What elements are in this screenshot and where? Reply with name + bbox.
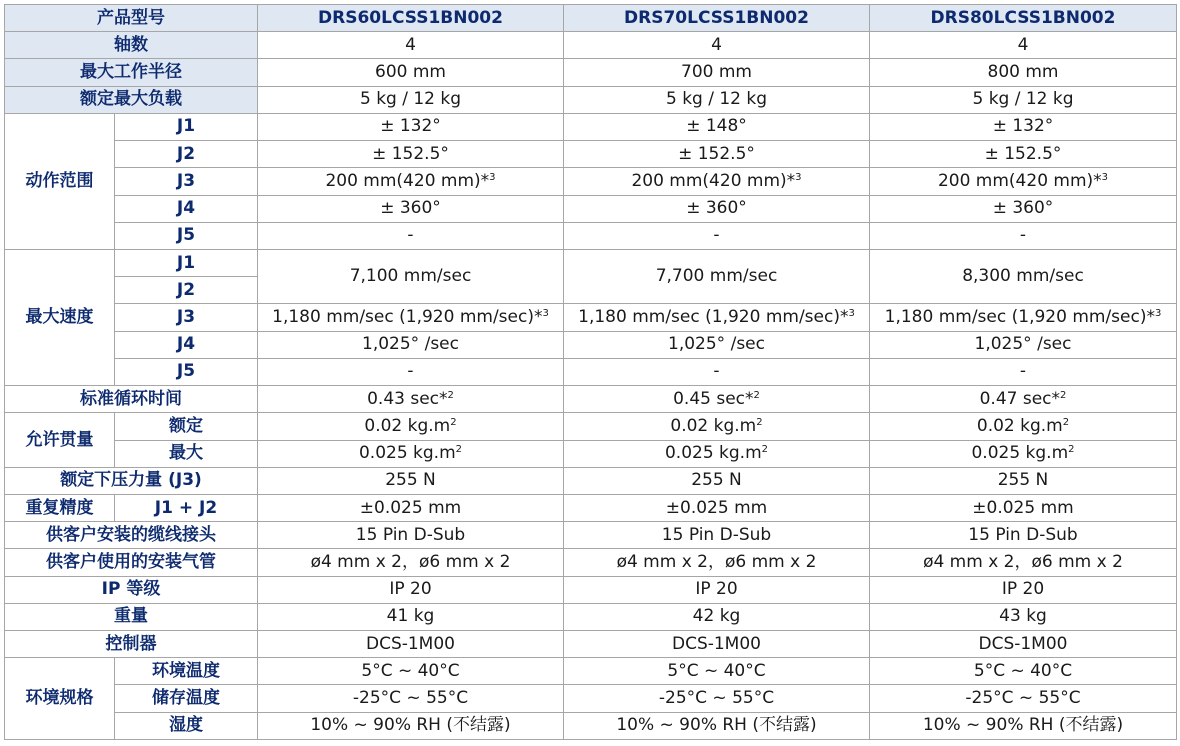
inertia-rated-value-3: 0.02 $kg.m^2$ [870, 413, 1177, 440]
row-speed-j1 [5, 249, 1177, 276]
speed-j5-value-1: - [258, 358, 564, 385]
cycle-time-value-3: 0.47 sec*$^2$ [870, 386, 1177, 413]
repeatability-value-3: ±0.025 mm [870, 494, 1177, 521]
inertia-rated-value-1: 0.02 $kg.m^2$ [258, 413, 564, 440]
motion-range-label: 动作范围 [5, 113, 115, 249]
motion-j5-value-3: - [870, 222, 1177, 249]
axes-value-2: 4 [564, 32, 870, 59]
motion-j2-value-2: ± 152.5° [564, 141, 870, 168]
speed-j4-label: J4 [115, 331, 258, 358]
row-reach [5, 59, 1177, 86]
ip-rating-value-2: IP 20 [564, 576, 870, 603]
row-inertia-rated [5, 413, 1177, 440]
axes-value-3: 4 [870, 32, 1177, 59]
inertia-label: 允许贯量 [5, 413, 115, 467]
row-motion-j5 [5, 222, 1177, 249]
push-force-label: 额定下压力量 (J3) [5, 467, 258, 494]
row-air-tube [5, 549, 1177, 576]
row-controller [5, 631, 1177, 658]
repeatability-sublabel: J1 + J2 [115, 494, 258, 521]
air-tube-label: 供客户使用的安装气管 [5, 549, 258, 576]
inertia-rated-value-2: 0.02 $kg.m^2$ [564, 413, 870, 440]
model-name-1: DRS60LCSS1BN002 [258, 5, 564, 32]
cable-connector-value-2: 15 Pin D-Sub [564, 522, 870, 549]
speed-j1-label: J1 [115, 249, 258, 276]
push-force-value-1: 255 N [258, 467, 564, 494]
inertia-max-value-2: 0.025 $kg.m^2$ [564, 440, 870, 467]
axes-value-1: 4 [258, 32, 564, 59]
motion-j4-label: J4 [115, 195, 258, 222]
storage-temp-value-2: -25°C ~ 55°C [564, 685, 870, 712]
row-env-ambient [5, 658, 1177, 685]
inertia-rated-label: 额定 [115, 413, 258, 440]
ip-rating-label: IP 等级 [5, 576, 258, 603]
motion-j3-label: J3 [115, 168, 258, 195]
row-motion-j2 [5, 141, 1177, 168]
max-speed-label: 最大速度 [5, 249, 115, 385]
speed-j3-label: J3 [115, 304, 258, 331]
speed-j3-value-2: 1,180 mm/sec (1,920 mm/sec)*$^3$ [564, 304, 870, 331]
humidity-value-2: 10% ~ 90% RH (不结露) [564, 712, 870, 739]
humidity-value-3: 10% ~ 90% RH (不结露) [870, 712, 1177, 739]
push-force-value-2: 255 N [564, 467, 870, 494]
ambient-temp-value-1: 5°C ~ 40°C [258, 658, 564, 685]
motion-j2-value-1: ± 152.5° [258, 141, 564, 168]
storage-temp-label: 储存温度 [115, 685, 258, 712]
inertia-max-value-3: 0.025 $kg.m^2$ [870, 440, 1177, 467]
row-weight [5, 603, 1177, 630]
row-inertia-max [5, 440, 1177, 467]
controller-value-2: DCS-1M00 [564, 631, 870, 658]
row-motion-j1 [5, 113, 1177, 140]
motion-j5-value-2: - [564, 222, 870, 249]
row-motion-j4 [5, 195, 1177, 222]
payload-label: 额定最大负载 [5, 86, 258, 113]
speed-j3-value-1: 1,180 mm/sec (1,920 mm/sec)*$^3$ [258, 304, 564, 331]
row-motion-j3 [5, 168, 1177, 195]
push-force-value-3: 255 N [870, 467, 1177, 494]
row-model [5, 5, 1177, 32]
speed-j12-value-1: 7,100 mm/sec [258, 249, 564, 303]
controller-value-3: DCS-1M00 [870, 631, 1177, 658]
row-speed-j5 [5, 358, 1177, 385]
motion-j5-label: J5 [115, 222, 258, 249]
motion-j3-value-3: 200 mm(420 mm)*$^3$ [870, 168, 1177, 195]
row-speed-j4 [5, 331, 1177, 358]
reach-label: 最大工作半径 [5, 59, 258, 86]
motion-j3-value-2: 200 mm(420 mm)*$^3$ [564, 168, 870, 195]
motion-j3-value-1: 200 mm(420 mm)*$^3$ [258, 168, 564, 195]
row-push-force [5, 467, 1177, 494]
ambient-temp-value-3: 5°C ~ 40°C [870, 658, 1177, 685]
motion-j5-value-1: - [258, 222, 564, 249]
storage-temp-value-1: -25°C ~ 55°C [258, 685, 564, 712]
axes-label: 轴数 [5, 32, 258, 59]
motion-j1-label: J1 [115, 113, 258, 140]
humidity-value-1: 10% ~ 90% RH (不结露) [258, 712, 564, 739]
speed-j12-value-2: 7,700 mm/sec [564, 249, 870, 303]
motion-j4-value-2: ± 360° [564, 195, 870, 222]
inertia-max-label: 最大 [115, 440, 258, 467]
ip-rating-value-1: IP 20 [258, 576, 564, 603]
speed-j5-label: J5 [115, 358, 258, 385]
ip-rating-value-3: IP 20 [870, 576, 1177, 603]
row-speed-j3 [5, 304, 1177, 331]
weight-value-1: 41 kg [258, 603, 564, 630]
motion-j2-label: J2 [115, 141, 258, 168]
repeatability-value-1: ±0.025 mm [258, 494, 564, 521]
reach-value-1: 600 mm [258, 59, 564, 86]
speed-j4-value-3: 1,025° /sec [870, 331, 1177, 358]
speed-j4-value-2: 1,025° /sec [564, 331, 870, 358]
model-name-3: DRS80LCSS1BN002 [870, 5, 1177, 32]
ambient-temp-label: 环境温度 [115, 658, 258, 685]
humidity-label: 湿度 [115, 712, 258, 739]
row-repeatability [5, 494, 1177, 521]
motion-j1-value-1: ± 132° [258, 113, 564, 140]
motion-j4-value-3: ± 360° [870, 195, 1177, 222]
cycle-time-label: 标准循环时间 [5, 386, 258, 413]
cycle-time-value-1: 0.43 sec*$^2$ [258, 386, 564, 413]
repeatability-label: 重复精度 [5, 494, 115, 521]
inertia-max-value-1: 0.025 $kg.m^2$ [258, 440, 564, 467]
row-axes [5, 32, 1177, 59]
speed-j12-value-3: 8,300 mm/sec [870, 249, 1177, 303]
speed-j5-value-3: - [870, 358, 1177, 385]
controller-label: 控制器 [5, 631, 258, 658]
speed-j3-value-3: 1,180 mm/sec (1,920 mm/sec)*$^3$ [870, 304, 1177, 331]
speed-j4-value-1: 1,025° /sec [258, 331, 564, 358]
row-env-storage [5, 685, 1177, 712]
air-tube-value-2: ø4 mm x 2，ø6 mm x 2 [564, 549, 870, 576]
environment-label: 环境规格 [5, 658, 115, 740]
row-env-humidity [5, 712, 1177, 739]
repeatability-value-2: ±0.025 mm [564, 494, 870, 521]
weight-value-3: 43 kg [870, 603, 1177, 630]
payload-value-1: 5 kg / 12 kg [258, 86, 564, 113]
spec-table [4, 4, 1177, 740]
cable-connector-label: 供客户安装的缆线接头 [5, 522, 258, 549]
storage-temp-value-3: -25°C ~ 55°C [870, 685, 1177, 712]
reach-value-3: 800 mm [870, 59, 1177, 86]
reach-value-2: 700 mm [564, 59, 870, 86]
row-ip-rating [5, 576, 1177, 603]
payload-value-3: 5 kg / 12 kg [870, 86, 1177, 113]
motion-j1-value-2: ± 148° [564, 113, 870, 140]
controller-value-1: DCS-1M00 [258, 631, 564, 658]
payload-value-2: 5 kg / 12 kg [564, 86, 870, 113]
speed-j5-value-2: - [564, 358, 870, 385]
ambient-temp-value-2: 5°C ~ 40°C [564, 658, 870, 685]
air-tube-value-1: ø4 mm x 2，ø6 mm x 2 [258, 549, 564, 576]
row-cable-connector [5, 522, 1177, 549]
row-payload [5, 86, 1177, 113]
model-name-2: DRS70LCSS1BN002 [564, 5, 870, 32]
cable-connector-value-1: 15 Pin D-Sub [258, 522, 564, 549]
weight-label: 重量 [5, 603, 258, 630]
motion-j2-value-3: ± 152.5° [870, 141, 1177, 168]
air-tube-value-3: ø4 mm x 2，ø6 mm x 2 [870, 549, 1177, 576]
model-label: 产品型号 [5, 5, 258, 32]
speed-j2-label: J2 [115, 277, 258, 304]
cable-connector-value-3: 15 Pin D-Sub [870, 522, 1177, 549]
motion-j1-value-3: ± 132° [870, 113, 1177, 140]
motion-j4-value-1: ± 360° [258, 195, 564, 222]
weight-value-2: 42 kg [564, 603, 870, 630]
row-cycle-time [5, 386, 1177, 413]
cycle-time-value-2: 0.45 sec*$^2$ [564, 386, 870, 413]
